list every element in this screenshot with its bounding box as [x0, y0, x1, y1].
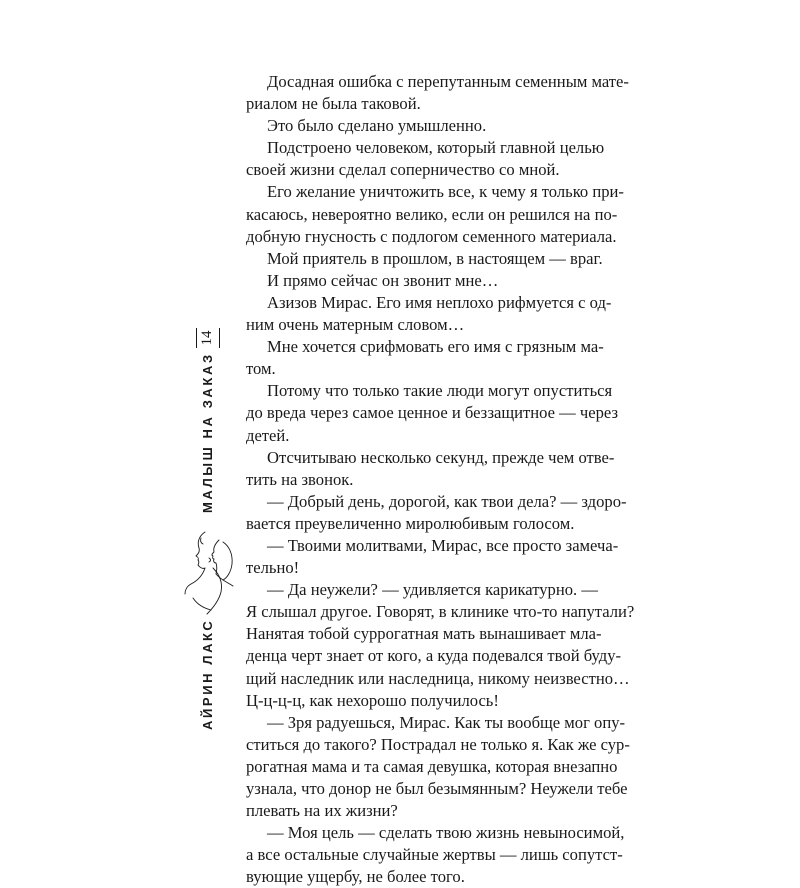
text-line: своей жизни сделал соперничество со мной.: [246, 160, 560, 180]
running-head-author: АЙРИН ЛАКС: [200, 618, 215, 730]
text-line: денца черт знает от кого, а куда подевался твой буду-: [246, 646, 622, 666]
paragraph: [246, 137, 605, 181]
text-line: Ц-ц-ц-ц, как нехорошо получилось!: [246, 690, 499, 710]
paragraph: [246, 579, 635, 712]
paragraph: [246, 712, 630, 822]
text-line: детей.: [246, 425, 290, 445]
text-line: вующие ущербу, не более того.: [246, 867, 465, 887]
text-line: Потому что только такие люди могут опуститься: [267, 381, 613, 401]
text-line: плевать на их жизни?: [246, 801, 398, 821]
paragraph: [246, 447, 615, 491]
text-line: Мой приятель в прошлом, в настоящем — враг.: [267, 248, 603, 268]
paragraph: [246, 380, 619, 446]
text-line: И прямо сейчас он звонит мне…: [267, 270, 499, 290]
text-line: — Да неужели? — удивляется карикатурно. —: [267, 580, 598, 600]
text-line: тить на звонок.: [246, 469, 354, 489]
text-line: — Моя цель — сделать твою жизнь невыносимой,: [267, 823, 625, 843]
text-line: касаюсь, невероятно велико, если он решился на по-: [246, 204, 618, 224]
text-line: Я слышал другое. Говорят, в клинике что-то напутали?: [246, 602, 635, 622]
text-line: узнала, что донор не был безымянным? Неужели тебе: [246, 779, 628, 798]
text-line: тельно!: [246, 558, 300, 578]
text-line: Азизов Мирас. Его имя неплохо рифмуется с од-: [267, 292, 612, 312]
paragraph: [246, 181, 624, 247]
paragraph: [246, 248, 603, 270]
paragraph: [246, 822, 625, 888]
text-line: а все остальные случайные жертвы — лишь сопутст-: [246, 845, 623, 865]
text-line: риалом не была таковой.: [246, 94, 421, 114]
text-line: щий наследник или наследница, никому неизвестно…: [246, 668, 630, 688]
text-line: том.: [246, 359, 276, 379]
paragraph: [246, 270, 598, 292]
text-line: Его желание уничтожить все, к чему я только при-: [267, 182, 624, 202]
text-line: ним очень матерным словом…: [246, 315, 465, 335]
paragraph: [246, 491, 627, 535]
text-line: Отсчитываю несколько секунд, прежде чем отве-: [267, 447, 615, 467]
paragraph: [246, 292, 612, 336]
body-text: [246, 71, 635, 888]
text-line: вается преувеличенно миролюбивым голосом.: [246, 513, 575, 533]
text-line: — Твоими молитвами, Мирас, все просто замеча-: [267, 535, 619, 555]
paragraph: [246, 71, 629, 115]
text-line: — Добрый день, дорогой, как твои дела? — здоро-: [267, 491, 627, 511]
text-line: Подстроено человеком, который главной целью: [267, 138, 605, 158]
text-line: Мне хочется срифмовать его имя с грязным ма-: [267, 337, 604, 357]
page-number: 14: [196, 328, 220, 348]
paragraph: [246, 535, 619, 579]
text-line: ститься до такого? Пострадал не только я. Как же сур-: [246, 734, 630, 754]
text-line: Это было сделано умышленно.: [267, 116, 487, 136]
text-line: до вреда через самое ценное и беззащитное — через: [246, 403, 619, 423]
paragraph: [246, 336, 604, 380]
text-line: — Зря радуешься, Мирас. Как ты вообще мог опу-: [267, 712, 626, 732]
running-head-book-title: МАЛЫШ НА ЗАКАЗ: [200, 352, 215, 513]
text-line: Нанятая тобой суррогатная мать вынашивает мла-: [246, 624, 602, 644]
paragraph: [246, 115, 598, 137]
text-line: Досадная ошибка с перепутанным семенным мате-: [267, 72, 629, 91]
text-line: рогатная мама и та самая девушка, которая внезапно: [246, 756, 618, 776]
couple-line-art-icon: [183, 528, 237, 616]
text-line: добную гнусность с подлогом семенного материала.: [246, 226, 617, 246]
